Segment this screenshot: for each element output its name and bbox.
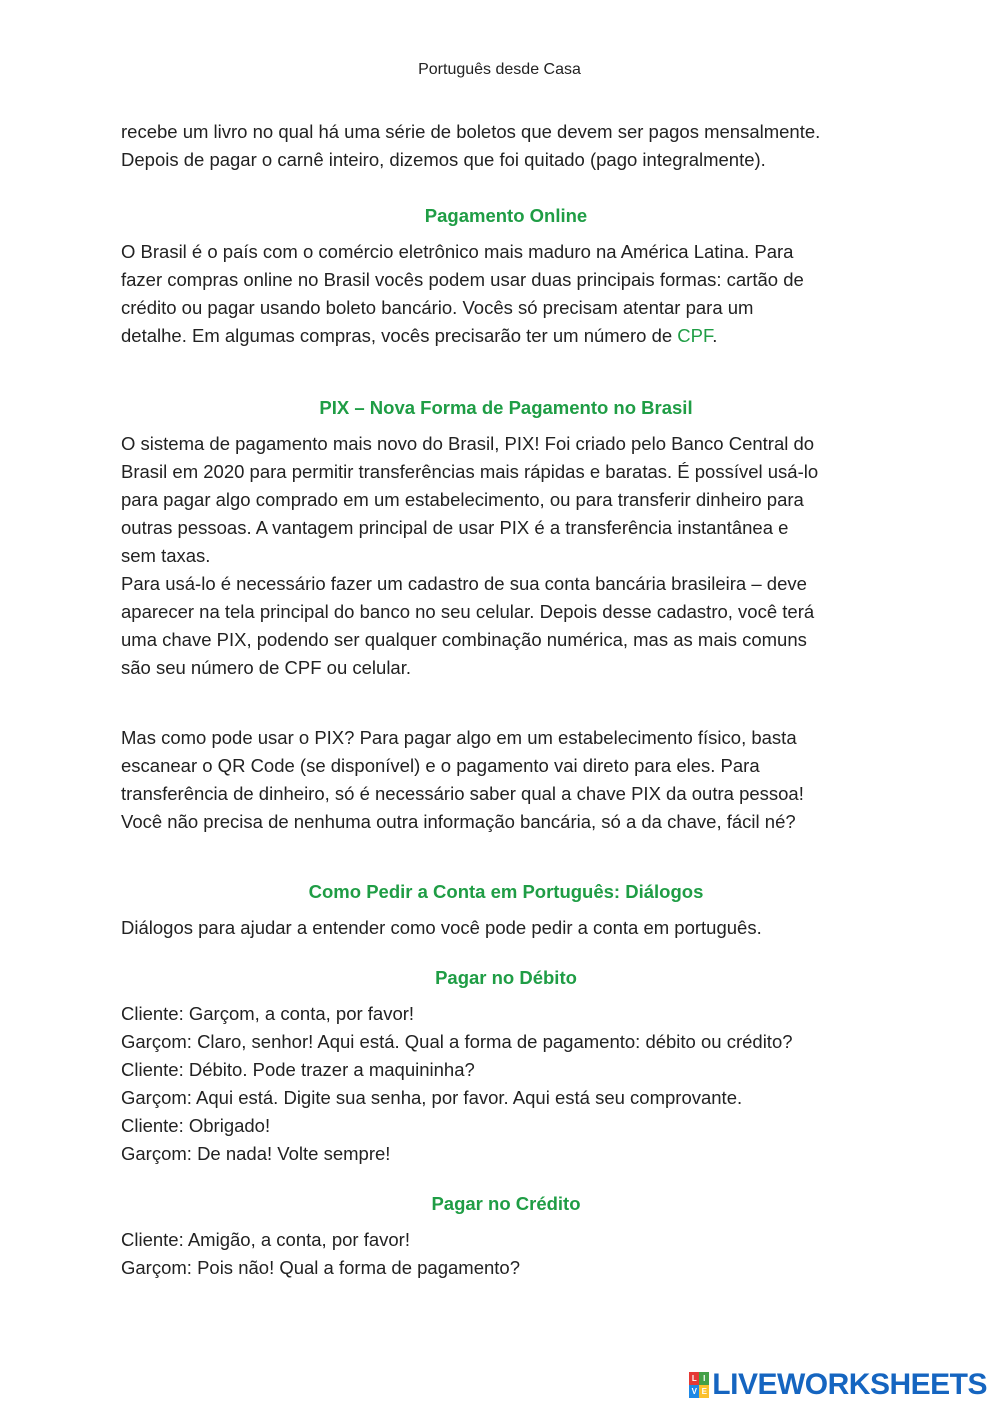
logo-icon <box>689 1372 709 1398</box>
credit-dialog <box>121 1226 891 1282</box>
text-line: Para usá-lo é necessário fazer um cadastro de sua conta bancária brasileira – deve <box>121 573 807 594</box>
text-line <box>121 322 891 350</box>
document-body <box>121 118 891 1282</box>
text-line: O sistema de pagamento mais novo do Brasil, PIX! Foi criado pelo Banco Central do <box>121 433 815 454</box>
text-line: Diálogos para ajudar a entender como você pode pedir a conta em português. <box>121 917 762 938</box>
text-line: Mas como pode usar o PIX? Para pagar algo em um estabelecimento físico, basta <box>121 727 797 748</box>
dialog-line: Cliente: Amigão, a conta, por favor! <box>121 1229 410 1250</box>
dialog-line: Garçom: De nada! Volte sempre! <box>121 1143 391 1164</box>
dialog-line: Cliente: Obrigado! <box>121 1115 271 1136</box>
text-line: uma chave PIX, podendo ser qualquer combinação numérica, mas as mais comuns <box>121 629 807 650</box>
text-line: outras pessoas. A vantagem principal de usar PIX é a transferência instantânea e <box>121 517 789 538</box>
debit-dialog <box>121 1000 891 1168</box>
text-line: Brasil em 2020 para permitir transferências mais rápidas e baratas. É possível usá-lo <box>121 461 819 482</box>
page-header: Português desde Casa <box>418 61 581 78</box>
text-line: escanear o QR Code (se disponível) e o pagamento vai direto para eles. Para <box>121 755 760 776</box>
logo-mark-letter: E <box>699 1385 709 1398</box>
subheading-debit: Pagar no Débito <box>435 967 577 988</box>
pix-paragraph-3 <box>121 724 891 836</box>
cpf-link[interactable]: CPF <box>677 325 713 346</box>
text-line: recebe um livro no qual há uma série de boletos que devem ser pagos mensalmente. <box>121 121 821 142</box>
text-line: sem taxas. <box>121 545 211 566</box>
logo-mark-letter: L <box>689 1372 699 1385</box>
text-line: transferência de dinheiro, só é necessário saber qual a chave PIX da outra pessoa! <box>121 783 804 804</box>
dialog-line: Garçom: Claro, senhor! Aqui está. Qual a forma de pagamento: débito ou crédito? <box>121 1031 793 1052</box>
dialog-line: Garçom: Aqui está. Digite sua senha, por favor. Aqui está seu comprovante. <box>121 1087 743 1108</box>
dialog-line: Garçom: Pois não! Qual a forma de pagamento? <box>121 1257 520 1278</box>
text-line: Depois de pagar o carnê inteiro, dizemos que foi quitado (pago integralmente). <box>121 149 766 170</box>
logo-mark-letter: V <box>689 1385 699 1398</box>
logo-text: LIVEWORKSHEETS <box>712 1368 987 1401</box>
text-line: aparecer na tela principal do banco no seu celular. Depois desse cadastro, você terá <box>121 601 815 622</box>
pix-paragraph-2 <box>121 570 891 682</box>
dialogs-intro <box>121 914 891 942</box>
section-heading-pix: PIX – Nova Forma de Pagamento no Brasil <box>319 397 693 418</box>
dialog-line: Cliente: Débito. Pode trazer a maquininha? <box>121 1059 475 1080</box>
text-line: Você não precisa de nenhuma outra informação bancária, só a da chave, fácil né? <box>121 811 796 832</box>
section-heading-dialogs: Como Pedir a Conta em Português: Diálogos <box>308 881 704 902</box>
text-line: são seu número de CPF ou celular. <box>121 657 411 678</box>
text-line: para pagar algo comprado em um estabelecimento, ou para transferir dinheiro para <box>121 489 804 510</box>
online-paragraph <box>121 238 891 350</box>
liveworksheets-logo[interactable] <box>689 1368 987 1402</box>
pix-paragraph-1 <box>121 430 891 570</box>
subheading-credit: Pagar no Crédito <box>431 1193 581 1214</box>
text-fragment: . <box>712 325 718 346</box>
text-line: crédito ou pagar usando boleto bancário. Vocês só precisam atentar para um <box>121 297 754 318</box>
logo-mark-letter: I <box>699 1372 709 1385</box>
section-heading-online: Pagamento Online <box>424 205 588 226</box>
text-line: O Brasil é o país com o comércio eletrônico mais maduro na América Latina. Para <box>121 241 794 262</box>
text-fragment: detalhe. Em algumas compras, vocês precisarão ter um número de <box>121 325 678 346</box>
dialog-line: Cliente: Garçom, a conta, por favor! <box>121 1003 415 1024</box>
text-line: fazer compras online no Brasil vocês podem usar duas principais formas: cartão de <box>121 269 804 290</box>
intro-paragraph <box>121 118 891 174</box>
